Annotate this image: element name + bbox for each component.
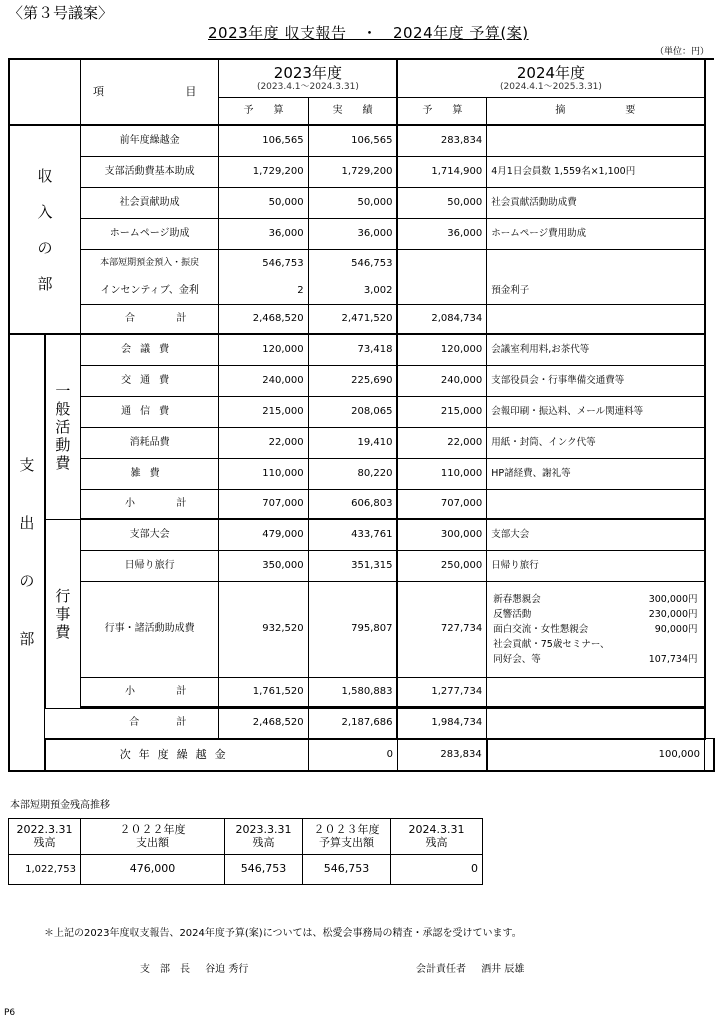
income-char-1: 収 — [37, 166, 53, 185]
total-char-left: 合 — [129, 717, 140, 729]
events-char: 事 — [55, 604, 71, 623]
expense-a23: 80,220 — [308, 458, 397, 489]
income-total-b24: 2,084,734 — [397, 304, 486, 334]
expense-b24: 215,000 — [397, 396, 486, 427]
unit-label: （単位：円） — [654, 47, 709, 57]
expense-a23: 225,690 — [308, 365, 397, 396]
expense-b23: 120,000 — [219, 334, 308, 365]
income-b24: 50,000 — [397, 187, 486, 218]
header-2024-period: (2024.4.1～2025.3.31) — [500, 81, 602, 92]
income-a23: 546,753 — [308, 249, 397, 278]
balance-value: 476,000 — [81, 855, 225, 885]
expense-b23: 932,520 — [219, 581, 308, 677]
expense-label: 交通費 — [80, 365, 218, 396]
income-memo: ホームページ費用助成 — [487, 218, 705, 249]
expense-char-2: 出 — [19, 514, 35, 533]
income-memo — [487, 249, 705, 278]
income-label: 社会貢献助成 — [80, 187, 218, 218]
income-b24 — [397, 249, 486, 278]
expense-b23: 215,000 — [219, 396, 308, 427]
expense-label: 会議費 — [80, 334, 218, 365]
events-subtotal-label — [80, 677, 218, 707]
expense-a23: 73,418 — [308, 334, 397, 365]
income-a23: 1,729,200 — [308, 156, 397, 187]
carryover-b23: 0 — [308, 739, 397, 771]
expense-label: 雑費 — [80, 458, 218, 489]
header-item-right: 目 — [185, 85, 197, 99]
general-char: 活 — [55, 417, 71, 436]
expense-b23: 22,000 — [219, 427, 308, 458]
general-group-label — [45, 334, 81, 519]
expense-b23: 479,000 — [219, 519, 308, 550]
expense-memo: 支部役員会・行事準備交通費等 — [487, 365, 705, 396]
general-char: 費 — [55, 453, 71, 472]
general-subtotal-b24: 707,000 — [397, 489, 486, 519]
carryover-label: 次年度繰越金 — [45, 739, 308, 771]
chief-signature — [140, 960, 248, 975]
balance-header: ２０２３年度 予算支出額 — [303, 819, 391, 855]
expense-memo: 用紙・封筒、インク代等 — [487, 427, 705, 458]
income-b24: 1,714,900 — [397, 156, 486, 187]
income-b23: 106,565 — [219, 125, 308, 156]
balance-value: 1,022,753 — [9, 855, 81, 885]
memo-line: 新春懇親会 300,000円 — [493, 593, 698, 605]
events-subtotal-b23: 1,761,520 — [219, 677, 308, 707]
events-memo-list — [487, 581, 705, 677]
general-subtotal-b23: 707,000 — [219, 489, 308, 519]
income-memo — [487, 125, 705, 156]
income-total-label — [80, 304, 218, 334]
balance-header: 2023.3.31 残高 — [225, 819, 303, 855]
header-item-left: 項 — [92, 85, 104, 99]
income-a23: 3,002 — [308, 278, 397, 304]
income-b23: 1,729,200 — [219, 156, 308, 187]
expense-memo: 会報印刷・振込料、メール関連料等 — [487, 396, 705, 427]
balance-title: 本部短期預金残高推移 — [10, 800, 110, 811]
expense-b24: 240,000 — [397, 365, 486, 396]
income-b23: 36,000 — [219, 218, 308, 249]
expense-total-a23: 2,187,686 — [308, 709, 397, 739]
expense-total-memo — [487, 709, 705, 739]
expense-a23: 795,807 — [308, 581, 397, 677]
expense-label: 支部大会 — [80, 519, 218, 550]
header-2024 — [397, 59, 704, 97]
events-subtotal-memo — [487, 677, 705, 707]
expense-section-label — [9, 334, 45, 771]
events-char: 費 — [55, 622, 71, 641]
expense-memo: 日帰り旅行 — [487, 550, 705, 581]
header-2023-year: 2023年度 — [273, 63, 342, 82]
income-memo: 預金利子 — [487, 278, 705, 304]
chief-title: 支 部 長 — [140, 964, 190, 975]
expense-b23: 350,000 — [219, 550, 308, 581]
expense-b23: 240,000 — [219, 365, 308, 396]
expense-total-b23: 2,468,520 — [219, 709, 308, 739]
header-item — [80, 59, 218, 125]
general-subtotal-a23: 606,803 — [308, 489, 397, 519]
balance-value: 0 — [391, 855, 483, 885]
col-actual-2023: 実 績 — [308, 97, 397, 125]
header-blank — [9, 59, 80, 125]
expense-b24: 300,000 — [397, 519, 486, 550]
balance-value: 546,753 — [303, 855, 391, 885]
footnote: ＊上記の2023年度収支報告、2024年度予算(案)については、松愛会事務局の精査・承認を受けています。 — [44, 928, 522, 939]
income-label: 前年度繰越金 — [80, 125, 218, 156]
income-memo: 4月1日会員数 1,559名×1,100円 — [487, 156, 705, 187]
expense-b24: 110,000 — [397, 458, 486, 489]
expense-memo: 支部大会 — [487, 519, 705, 550]
events-char: 行 — [55, 586, 71, 605]
expense-memo: HP諸経費、謝礼等 — [487, 458, 705, 489]
income-char-3: の — [37, 238, 53, 257]
expense-memo: 会議室利用料,お茶代等 — [487, 334, 705, 365]
agenda-label: 〈第３号議案〉 — [8, 4, 114, 22]
general-subtotal-memo — [487, 489, 705, 519]
memo-line: 社会貢献・75歳セミナー、 — [493, 638, 610, 650]
expense-b24: 120,000 — [397, 334, 486, 365]
memo-line: 同好会、等 107,734円 — [493, 653, 698, 665]
income-label: 本部短期預金預入・振戻 — [80, 249, 218, 278]
expense-total-label — [45, 709, 219, 739]
expense-a23: 208,065 — [308, 396, 397, 427]
income-b23: 546,753 — [219, 249, 308, 278]
general-char: 一 — [55, 381, 71, 400]
income-b24 — [397, 278, 486, 304]
subtotal-char-right: 計 — [176, 685, 187, 697]
budget-table — [8, 58, 715, 772]
income-b23: 2 — [219, 278, 308, 304]
col-budget-2023: 予 算 — [219, 97, 308, 125]
income-b24: 36,000 — [397, 218, 486, 249]
events-subtotal-a23: 1,580,883 — [308, 677, 397, 707]
total-char-right: 計 — [176, 312, 187, 324]
expense-char-3: の — [19, 572, 35, 591]
expense-char-4: 部 — [19, 630, 35, 649]
subtotal-char-left: 小 — [124, 685, 135, 697]
general-char: 般 — [55, 399, 71, 418]
general-char: 動 — [55, 435, 71, 454]
expense-label: 日帰り旅行 — [80, 550, 218, 581]
header-2023-period: (2023.4.1～2024.3.31) — [256, 81, 359, 92]
general-subtotal-label — [80, 489, 218, 519]
income-label: インセンティブ、金利 — [80, 278, 218, 304]
income-memo: 社会貢献活動助成費 — [487, 187, 705, 218]
header-2024-year: 2024年度 — [516, 63, 586, 82]
total-char-right: 計 — [176, 717, 187, 729]
expense-b24: 727,734 — [397, 581, 486, 677]
expense-total-b24: 1,984,734 — [397, 709, 486, 739]
carryover-memo — [705, 739, 715, 771]
expense-a23: 433,761 — [308, 519, 397, 550]
memo-line: 面白交流・女性懇親会 90,000円 — [493, 623, 698, 635]
page-title: 2023年度 収支報告 ・ 2024年度 予算(案) — [208, 24, 529, 42]
events-subtotal-b24: 1,277,734 — [397, 677, 486, 707]
income-b24: 283,834 — [397, 125, 486, 156]
page-number: P6 — [4, 1008, 16, 1018]
income-label: ホームページ助成 — [80, 218, 218, 249]
income-total-b23: 2,468,520 — [219, 304, 308, 334]
income-char-2: 入 — [37, 202, 53, 221]
income-label: 支部活動費基本助成 — [80, 156, 218, 187]
subtotal-char-right: 計 — [176, 497, 187, 509]
balance-table — [8, 818, 483, 885]
chief-name: 谷迫 秀行 — [205, 964, 249, 975]
balance-value: 546,753 — [225, 855, 303, 885]
memo-line: 反響活動 230,000円 — [493, 608, 698, 620]
events-group-label — [45, 519, 81, 709]
income-b23: 50,000 — [219, 187, 308, 218]
expense-label: 行事・諸活動助成費 — [80, 581, 218, 677]
balance-header: ２０２２年度 支出額 — [81, 819, 225, 855]
income-section-label — [9, 125, 80, 334]
expense-b24: 22,000 — [397, 427, 486, 458]
expense-label: 通信費 — [80, 396, 218, 427]
income-a23: 50,000 — [308, 187, 397, 218]
income-char-4: 部 — [37, 274, 53, 293]
expense-b24: 250,000 — [397, 550, 486, 581]
balance-header: 2024.3.31 残高 — [391, 819, 483, 855]
expense-a23: 351,315 — [308, 550, 397, 581]
acct-name: 酒井 辰雄 — [481, 964, 525, 975]
income-a23: 36,000 — [308, 218, 397, 249]
income-total-a23: 2,471,520 — [308, 304, 397, 334]
col-memo: 摘 要 — [487, 97, 705, 125]
subtotal-char-left: 小 — [124, 497, 135, 509]
income-a23: 106,565 — [308, 125, 397, 156]
total-char-left: 合 — [124, 312, 135, 324]
balance-header: 2022.3.31 残高 — [9, 819, 81, 855]
acct-title: 会計責任者 — [416, 964, 466, 975]
col-budget-2024: 予 算 — [397, 97, 486, 125]
expense-label: 消耗品費 — [80, 427, 218, 458]
accountant-signature — [416, 960, 524, 975]
expense-char-1: 支 — [19, 456, 35, 475]
income-total-memo — [487, 304, 705, 334]
carryover-b24: 100,000 — [487, 739, 705, 771]
expense-a23: 19,410 — [308, 427, 397, 458]
header-2023 — [219, 59, 398, 97]
carryover-a23: 283,834 — [397, 739, 486, 771]
expense-b23: 110,000 — [219, 458, 308, 489]
